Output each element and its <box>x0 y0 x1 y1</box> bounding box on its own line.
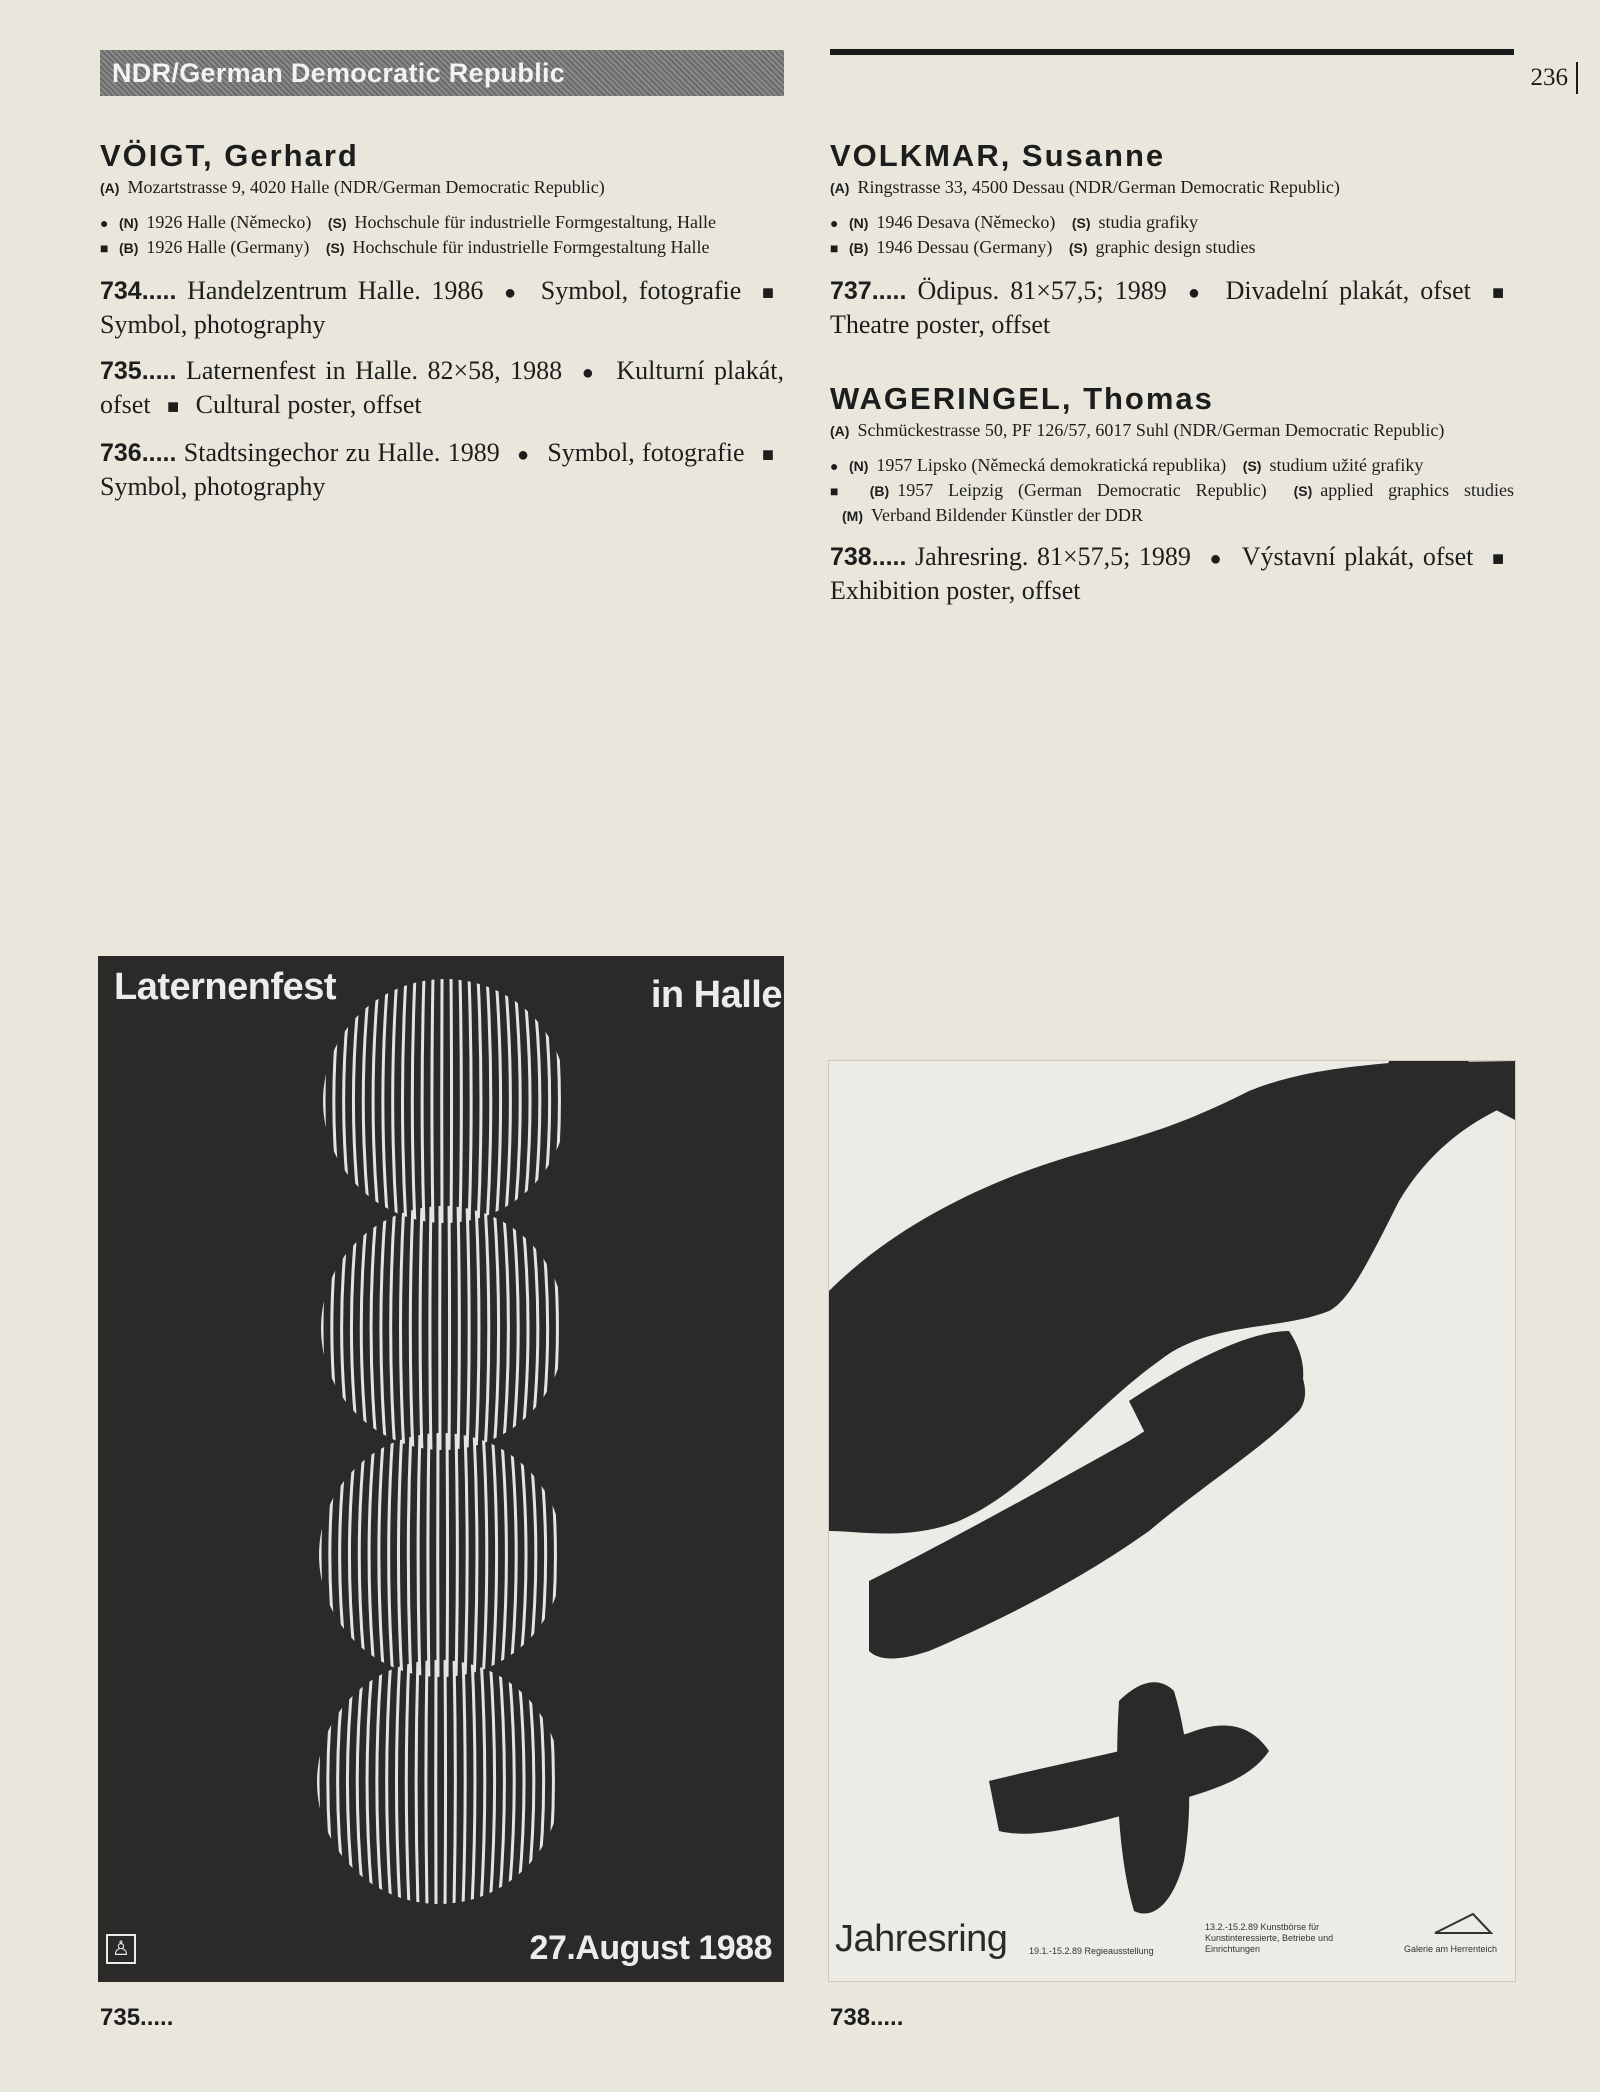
sphere-stripe <box>449 1203 450 1453</box>
birth-text: 1957 Lipsko (Německá demokratická republika) <box>876 455 1227 475</box>
sphere-stripe <box>546 1430 555 1680</box>
entry-title: Handelzentrum Halle. 1986 <box>187 276 484 305</box>
striped-spheres-graphic <box>98 956 784 1982</box>
birth-text: 1957 Leipzig (German Democratic Republic) <box>897 480 1267 500</box>
sphere-stripe <box>550 976 559 1226</box>
sphere-stripe <box>526 1657 534 1907</box>
study-text: applied graphics studies <box>1320 480 1515 500</box>
artist-address <box>830 419 1514 442</box>
poster-caption: 735..... <box>100 2004 174 2031</box>
bullet-square-icon: ■ <box>100 242 109 257</box>
study-tag: (S) <box>1068 240 1088 256</box>
entry-title: Stadtsingechor zu Halle. 1989 <box>183 438 500 467</box>
address-text: Mozartstrasse 9, 4020 Halle (NDR/German Democratic Republic) <box>127 177 605 197</box>
sphere-stripe <box>454 1657 455 1907</box>
sphere-stripe <box>528 1430 536 1680</box>
sphere-stripe <box>330 1430 339 1680</box>
sphere-stripe <box>328 1657 337 1907</box>
sphere-stripe <box>483 1430 487 1680</box>
address-tag: (A) <box>830 423 850 439</box>
sphere-stripe <box>508 1657 514 1907</box>
sphere-stripe <box>517 1657 524 1907</box>
artist-name: WAGERINGEL, Thomas <box>830 381 1214 416</box>
sphere-stripe <box>402 976 406 1226</box>
sphere-stripe <box>472 1657 475 1907</box>
poster-title-left: Laternenfest <box>114 966 337 1008</box>
artist-block <box>830 381 1514 607</box>
sphere-stripe <box>381 1203 386 1453</box>
sphere-stripe <box>391 1203 395 1453</box>
sphere-stripe <box>532 976 540 1226</box>
study-tag: (S) <box>1071 215 1091 231</box>
sphere-stripe <box>377 1657 382 1907</box>
gallery-triangle-icon <box>1433 1911 1493 1935</box>
section-title: NDR/German Democratic Republic <box>100 50 784 96</box>
sphere-stripe <box>537 1430 546 1680</box>
artist-bio-en <box>830 479 1514 527</box>
sphere-stripe <box>349 1430 357 1680</box>
entry-number: 735 <box>100 357 142 385</box>
right-column <box>830 138 1514 647</box>
bullet-circle-icon: ● <box>517 444 530 466</box>
bullet-square-icon: ■ <box>761 282 774 304</box>
sphere-stripe <box>535 1657 544 1907</box>
birth-tag: (N) <box>848 458 869 474</box>
bullet-circle-icon: ● <box>581 362 597 384</box>
artist-bio-en <box>830 236 1514 261</box>
sphere-stripe <box>463 1657 465 1907</box>
catalog-entry: 737..... Ödipus. 81×57,5; 1989 ● Divadelní plakát, ofset ■ Theatre poster, offset <box>830 276 1505 339</box>
sphere-stripe <box>422 976 424 1226</box>
artist-name: VÖIGT, Gerhard <box>100 138 359 173</box>
sphere-stripe <box>416 1657 418 1907</box>
sphere-stripe <box>499 1657 504 1907</box>
sphere-stripe <box>505 976 510 1226</box>
sphere-stripe <box>481 1657 485 1907</box>
poster-title: Jahresring <box>835 1918 1008 1960</box>
poster-small-text: 19.1.-15.2.89 Regieausstellung <box>1029 1946 1154 1956</box>
sphere-stripe <box>519 1430 526 1680</box>
entry-desc-cz: Divadelní plakát, ofset <box>1225 276 1471 305</box>
sphere-stripe <box>447 1430 448 1680</box>
sphere-stripe <box>469 976 471 1226</box>
poster-small-text: 13.2.-15.2.89 Kunstbörse für Kunstinteressierte, Betriebe und Einrichtungen <box>1205 1922 1334 1954</box>
address-tag: (A) <box>100 180 120 196</box>
bullet-square-icon: ■ <box>167 396 180 418</box>
sphere-stripe <box>410 1203 413 1453</box>
sphere-stripe <box>418 1430 420 1680</box>
birth-tag: (B) <box>118 240 139 256</box>
poster-title-right: in Halle <box>650 974 782 1016</box>
bullet-circle-icon: ● <box>503 282 521 304</box>
birth-text: 1946 Dessau (Germany) <box>876 237 1053 257</box>
study-tag: (S) <box>1242 458 1262 474</box>
artist-name: VOLKMAR, Susanne <box>830 138 1166 173</box>
entry-number: 737 <box>830 277 872 305</box>
entry-desc-en: Symbol, photography <box>100 472 326 501</box>
entry-desc-en: Exhibition poster, offset <box>830 576 1081 605</box>
sphere-stripe <box>432 976 433 1226</box>
sphere-stripe <box>490 1657 495 1907</box>
sphere-stripe <box>347 1657 355 1907</box>
entry-title: Jahresring. 81×57,5; 1989 <box>915 542 1191 571</box>
bullet-square-icon: ■ <box>1491 282 1505 304</box>
entry-title: Laternenfest in Halle. 82×58, 1988 <box>185 356 563 385</box>
address-text: Ringstrasse 33, 4500 Dessau (NDR/German Democratic Republic) <box>857 177 1340 197</box>
catalog-entry: 738..... Jahresring. 81×57,5; 1989 ● Výstavní plakát, ofset ■ Exhibition poster, offset <box>830 542 1505 605</box>
artist-address <box>100 176 784 199</box>
birth-text: 1946 Desava (Německo) <box>876 212 1056 232</box>
sphere-stripe <box>367 1657 373 1907</box>
birth-text: 1926 Halle (Německo) <box>146 212 312 232</box>
lantern-logo-icon: ♙ <box>106 1934 136 1964</box>
sphere-stripe <box>359 1430 366 1680</box>
study-text: studia grafiky <box>1098 212 1198 232</box>
sphere-stripe <box>334 976 343 1226</box>
catalog-entry: 736..... Stadtsingechor zu Halle. 1989 ● Symbol, fotografie ■ Symbol, photography <box>100 438 774 501</box>
sphere-stripe <box>332 1203 341 1453</box>
sphere-stripe <box>501 1430 506 1680</box>
entry-desc-cz: Výstavní plakát, ofset <box>1241 542 1474 571</box>
membership-text: Verband Bildender Künstler der DDR <box>871 505 1143 525</box>
entry-desc-cz: Symbol, fotografie <box>547 438 745 467</box>
entry-number: 736 <box>100 439 142 467</box>
sphere-stripe <box>369 1430 375 1680</box>
study-tag: (S) <box>1293 483 1313 499</box>
sphere-stripe <box>467 1203 469 1453</box>
bullet-square-icon: ■ <box>761 444 774 466</box>
address-text: Schmückestrasse 50, PF 126/57, 6017 Suhl (NDR/German Democratic Republic) <box>857 420 1445 440</box>
sphere-stripe <box>353 976 361 1226</box>
sphere-stripe <box>342 1203 350 1453</box>
entry-desc-en: Theatre poster, offset <box>830 310 1051 339</box>
bullet-circle-icon: ● <box>100 217 109 232</box>
entry-number: 738 <box>830 543 872 571</box>
sphere-stripe <box>357 1657 364 1907</box>
left-column <box>100 138 784 503</box>
sphere-stripe <box>478 976 481 1226</box>
sphere-stripe <box>539 1203 548 1453</box>
sphere-stripe <box>373 976 379 1226</box>
poster-caption: 738..... <box>830 2004 904 2031</box>
sphere-stripe <box>458 1203 459 1453</box>
sphere-stripe <box>476 1203 479 1453</box>
sphere-stripe <box>445 1657 446 1907</box>
artist-bio-cz <box>100 211 784 236</box>
entry-number: 734 <box>100 277 142 305</box>
bullet-square-icon: ■ <box>830 485 849 500</box>
sphere-stripe <box>383 976 388 1226</box>
sphere-stripe <box>521 1203 528 1453</box>
bullet-circle-icon: ● <box>1187 282 1205 304</box>
bullet-circle-icon: ● <box>1209 548 1224 570</box>
sphere-stripe <box>503 1203 508 1453</box>
birth-tag: (B) <box>869 483 890 499</box>
sphere-stripe <box>548 1203 557 1453</box>
sphere-stripe <box>408 1430 411 1680</box>
bullet-square-icon: ■ <box>830 242 839 257</box>
sphere-stripe <box>510 1430 516 1680</box>
sphere-stripe <box>465 1430 467 1680</box>
address-tag: (A) <box>830 180 850 196</box>
poster-date: 27.August 1988 <box>529 1929 772 1967</box>
artist-bio-cz <box>830 211 1514 236</box>
entry-desc-cz: Kulturní plakát, ofset <box>100 356 785 419</box>
study-tag: (S) <box>327 215 347 231</box>
study-text: Hochschule für industrielle Formgestaltung Halle <box>352 237 710 257</box>
sphere-stripe <box>398 1430 402 1680</box>
birth-tag: (N) <box>848 215 869 231</box>
sphere-stripe <box>363 976 370 1226</box>
entry-desc-en: Cultural poster, offset <box>195 390 422 419</box>
poster-laternenfest <box>98 956 784 1982</box>
sphere-stripe <box>456 1430 457 1680</box>
artist-address <box>830 176 1514 199</box>
sphere-stripe <box>340 1430 348 1680</box>
sphere-stripe <box>428 1430 429 1680</box>
sphere-stripe <box>406 1657 409 1907</box>
sphere-stripe <box>389 1430 393 1680</box>
top-rule <box>830 49 1514 55</box>
birth-tag: (B) <box>848 240 869 256</box>
page-number: 236 <box>1531 62 1579 94</box>
sphere-stripe <box>451 976 452 1226</box>
sphere-stripe <box>344 976 352 1226</box>
birth-tag: (N) <box>118 215 139 231</box>
sphere-stripe <box>523 976 530 1226</box>
sphere-stripe <box>541 976 550 1226</box>
entry-title: Ödipus. 81×57,5; 1989 <box>917 276 1167 305</box>
sphere-stripe <box>426 1657 427 1907</box>
sphere-stripe <box>487 976 491 1226</box>
brush-stroke-graphic <box>829 1061 1516 1982</box>
bullet-circle-icon: ● <box>830 217 839 232</box>
sphere-stripe <box>379 1430 384 1680</box>
sphere-stripe <box>494 1203 499 1453</box>
sphere-stripe <box>420 1203 422 1453</box>
study-text: Hochschule für industrielle Formgestaltung, Halle <box>354 212 716 232</box>
sphere-stripe <box>361 1203 368 1453</box>
study-tag: (S) <box>325 240 345 256</box>
poster-small-text: Galerie am Herrenteich <box>1403 1944 1497 1954</box>
sphere-stripe <box>530 1203 538 1453</box>
sphere-stripe <box>474 1430 477 1680</box>
sphere-stripe <box>514 976 520 1226</box>
sphere-stripe <box>393 976 397 1226</box>
entry-desc-cz: Symbol, fotografie <box>540 276 742 305</box>
sphere-stripe <box>387 1657 391 1907</box>
study-text: studium užité grafiky <box>1269 455 1424 475</box>
birth-text: 1926 Halle (Germany) <box>146 237 310 257</box>
sphere-stripe <box>351 1203 359 1453</box>
entry-desc-en: Symbol, photography <box>100 310 326 339</box>
sphere-stripe <box>544 1657 553 1907</box>
sphere-stripe <box>412 976 415 1226</box>
sphere-stripe <box>430 1203 431 1453</box>
sphere-stripe <box>371 1203 377 1453</box>
study-text: graphic design studies <box>1095 237 1256 257</box>
catalog-entry: 734..... Handelzentrum Halle. 1986 ● Symbol, fotografie ■ Symbol, photography <box>100 276 774 339</box>
catalog-entry: 735..... Laternenfest in Halle. 82×58, 1988 ● Kulturní plakát, ofset ■ Cultural poster, offset <box>100 356 785 419</box>
artist-bio-en <box>100 236 784 261</box>
sphere-stripe <box>485 1203 489 1453</box>
artist-block <box>830 138 1514 341</box>
sphere-stripe <box>338 1657 346 1907</box>
sphere-stripe <box>492 1430 497 1680</box>
sphere-stripe <box>496 976 501 1226</box>
bullet-square-icon: ■ <box>1491 548 1505 570</box>
bullet-circle-icon: ● <box>830 460 839 475</box>
sphere-stripe <box>460 976 461 1226</box>
sphere-stripe <box>512 1203 518 1453</box>
sphere-stripe <box>400 1203 404 1453</box>
poster-jahresring <box>828 1060 1516 1982</box>
membership-tag: (M) <box>842 508 863 524</box>
sphere-stripe <box>396 1657 400 1907</box>
artist-bio-cz <box>830 454 1514 479</box>
